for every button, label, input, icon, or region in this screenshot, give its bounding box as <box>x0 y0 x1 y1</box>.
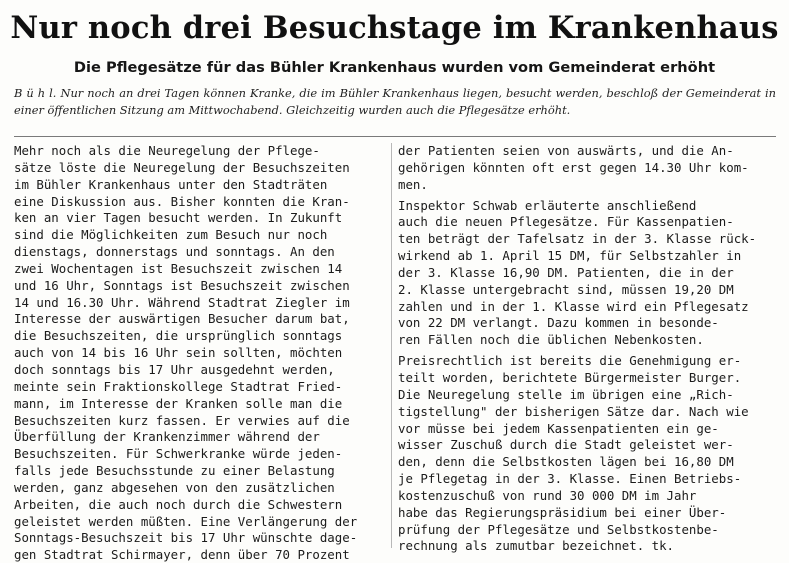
text-line: der 3. Klasse 16,90 DM. Patienten, die in der <box>398 264 734 280</box>
text-line: gehörigen könnten oft erst gegen 14.30 Uhr kom- <box>398 159 749 175</box>
text-line: 2. Klasse untergebracht sind, müssen 19,20 DM <box>398 281 734 297</box>
text-line: ten beträgt der Tafelsatz in der 3. Klasse rück- <box>398 231 757 247</box>
text-line: auch die neuen Pflegesätze. Für Kassenpatien- <box>398 214 734 230</box>
text-line: ken an vier Tagen besucht werden. In Zukunft <box>14 210 343 226</box>
text-line: prüfung der Pflegesätze und Selbstkostenbe- <box>398 521 719 537</box>
text-line: werden, ganz abgesehen von den zusätzlichen <box>14 479 335 495</box>
text-line: Interesse der auswärtigen Besucher darum bat, <box>14 311 350 327</box>
text-line: auch von 14 bis 16 Uhr sein sollten, möchten <box>14 345 343 361</box>
left-column <box>14 143 386 564</box>
text-line: je Pflegetag in der 3. Klasse. Einen Betriebs- <box>398 471 742 487</box>
text-line: meinte sein Fraktionskollege Stadtrat Fried- <box>14 378 343 394</box>
subheadline: Die Pflegesätze für das Bühler Krankenhaus wurden vom Gemeinderat erhöht <box>73 59 716 76</box>
text-line: Besuchszeiten. Für Schwerkranke würde jeden- <box>14 446 343 462</box>
text-line: die Besuchszeiten, die ursprünglich sonntags <box>14 328 343 344</box>
right-paragraph-2 <box>398 198 776 350</box>
text-line: Preisrechtlich ist bereits die Genehmigung er- <box>398 353 742 369</box>
text-line: teilt worden, berichtete Bürgermeister Burger. <box>398 369 742 385</box>
text-line: Besuchszeiten kurz fassen. Er verwies auf die <box>14 412 350 428</box>
right-paragraph-1 <box>398 143 776 194</box>
text-line: ren Fällen noch die üblichen Nebenkosten. <box>398 332 704 348</box>
text-line: der Patienten seien von auswärts, und die An- <box>398 143 734 158</box>
text-line: geleistet werden müßten. Eine Verlängerung der <box>14 513 358 529</box>
text-line: falls jede Besuchsstunde zu einer Belastung <box>14 463 335 479</box>
text-line: Mehr noch als die Neuregelung der Pflege- <box>14 143 320 158</box>
text-line: tigstellung" der bisherigen Sätze dar. Nach wie <box>398 403 749 419</box>
text-line: habe das Regierungspräsidium bei einer Über- <box>398 504 727 520</box>
text-line: von 22 DM verlangt. Dazu kommen in besonde- <box>398 315 719 331</box>
lead-paragraph: B ü h l. Nur noch an drei Tagen können Kranke, die im Bühler Krankenhaus liegen, besucht werden, beschloß der Gemeinderat in einer öffentlichen Sitzung am Mittwochabend. Gleichzeitig wurden auch die Pflegesätze erhöht. <box>14 86 776 117</box>
text-line: 14 und 16.30 Uhr. Während Stadtrat Ziegler im <box>14 294 350 310</box>
text-line: den, denn die Selbstkosten lägen bei 16,80 DM <box>398 454 734 470</box>
text-line: Sonntags-Besuchszeit bis 17 Uhr wünschte dage- <box>14 530 358 546</box>
text-line: und 16 Uhr, Sonntags ist Besuchszeit zwischen <box>14 277 350 293</box>
right-paragraph-3 <box>398 353 776 555</box>
column-divider <box>391 143 392 548</box>
lead-separator-rule <box>14 136 776 137</box>
text-line: Inspektor Schwab erläuterte anschließend <box>398 197 697 213</box>
text-line: dienstags, donnerstags und sonntags. An den <box>14 244 335 260</box>
text-line: wirkend ab 1. April 15 DM, für Selbstzahler in <box>398 248 742 264</box>
left-paragraph-1 <box>14 143 386 564</box>
text-line: gen Stadtrat Schirmayer, denn über 70 Prozent <box>14 547 350 563</box>
text-line: zwei Wochentagen ist Besuchszeit zwischen 14 <box>14 260 343 276</box>
text-line: Überfüllung der Krankenzimmer während der <box>14 429 320 445</box>
text-line: eine Diskussion aus. Bisher konnten die Kran- <box>14 193 350 209</box>
text-line: doch sonntags bis 17 Uhr ausgedehnt werden, <box>14 361 335 377</box>
text-line: zahlen und in der 1. Klasse wird ein Pflegesatz <box>398 298 749 314</box>
right-column <box>398 143 776 555</box>
text-line: Arbeiten, die auch noch durch die Schwestern <box>14 496 343 512</box>
text-line: sind die Möglichkeiten zum Besuch nur noch <box>14 227 328 243</box>
text-line: im Bühler Krankenhaus unter den Stadträten <box>14 176 328 192</box>
text-line: kostenzuschuß von rund 30 000 DM im Jahr <box>398 487 697 503</box>
text-line: rechnung als zumutbar bezeichnet. tk. <box>398 538 675 554</box>
text-line: vor müsse bei jedem Kassenpatienten ein ge- <box>398 420 719 436</box>
text-line: wisser Zuschuß durch die Stadt geleistet wer- <box>398 437 734 453</box>
text-line: mann, im Interesse der Kranken solle man die <box>14 395 343 411</box>
text-line: sätze löste die Neuregelung der Besuchszeiten <box>14 159 350 175</box>
text-line: men. <box>398 176 428 192</box>
headline: Nur noch drei Besuchstage im Krankenhaus <box>10 10 779 46</box>
text-line: Die Neuregelung stelle im übrigen eine „Rich- <box>398 386 734 402</box>
